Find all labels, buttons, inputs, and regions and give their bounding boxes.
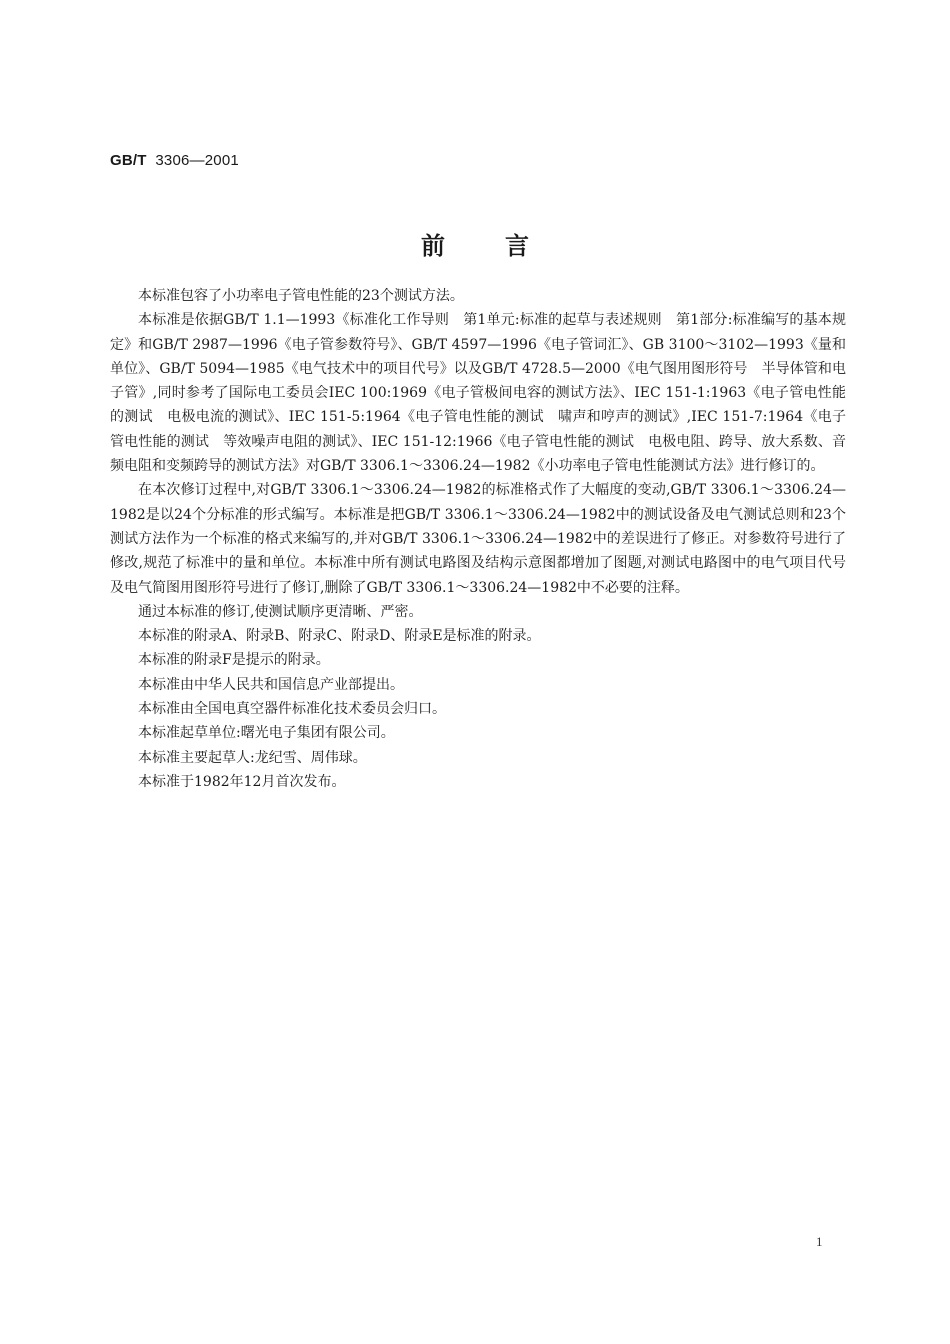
paragraph: 本标准包容了小功率电子管电性能的23个测试方法。	[138, 288, 464, 304]
foreword-body	[110, 284, 846, 794]
paragraph: 在本次修订过程中,对GB/T 3306.1～3306.24—1982的标准格式作了大幅度的变动,GB/T 3306.1～3306.24—1982是以24个分标准的形式编写。本标准是把GB/T 3306.1～3306.24—1982中的测试设备及电气测试总则和23个测试方法作为一个标准的格式来编写的,并对GB/T 3306.1～3306.24—1982中的差误进行了修正。对参数符号进行了修改,规范了标准中的量和单位。本标准中所有测试电路图及结构示意图都增加了图题,对测试电路图中的电气项目代号及电气简图用图形符号进行了修订,删除了GB/T 3306.1～3306.24—1982中不必要的注释。	[110, 482, 846, 596]
paragraph: 本标准的附录F是提示的附录。	[138, 652, 330, 669]
paragraph: 通过本标准的修订,使测试顺序更清晰、严密。	[138, 603, 423, 620]
paragraph: 本标准的附录A、附录B、附录C、附录D、附录E是标准的附录。	[138, 628, 541, 645]
paragraph: 本标准由中华人民共和国信息产业部提出。	[138, 676, 404, 693]
standard-code-prefix: GB/T	[110, 152, 147, 169]
paragraph: 本标准起草单位:曙光电子集团有限公司。	[138, 725, 395, 742]
paragraph: 本标准于1982年12月首次发布。	[138, 773, 346, 790]
standard-code	[110, 152, 239, 169]
paragraph: 本标准主要起草人:龙纪雪、周伟球。	[138, 749, 367, 766]
standard-code-number: 3306—2001	[155, 152, 239, 169]
page-number: 1	[816, 1234, 823, 1249]
page-title: 前言	[421, 232, 589, 260]
paragraph: 本标准是依据GB/T 1.1—1993《标准化工作导则 第1单元:标准的起草与表述规则 第1部分:标准编写的基本规定》和GB/T 2987—1996《电子管参数符号》、GB/T 4597—1996《电子管词汇》、GB 3100～3102—1993《量和单位》、GB/T 5094—1985《电气技术中的项目代号》以及GB/T 4728.5—2000《电气图用图形符号 半导体管和电子管》,同时参考了国际电工委员会IEC 100:1969《电子管极间电容的测试方法》、IEC 151-1:1963《电子管电性能的测试 电极电流的测试》、IEC 151-5:1964《电子管电性能的测试 啸声和哼声的测试》,IEC 151-7:1964《电子管电性能的测试 等效噪声电阻的测试》、IEC 151-12:1966《电子管电性能的测试 电极电阻、跨导、放大系数、音频电阻和变频跨导的测试方法》对GB/T 3306.1～3306.24—1982《小功率电子管电性能测试方法》进行修订的。	[110, 312, 846, 475]
paragraph: 本标准由全国电真空器件标准化技术委员会归口。	[138, 701, 446, 718]
